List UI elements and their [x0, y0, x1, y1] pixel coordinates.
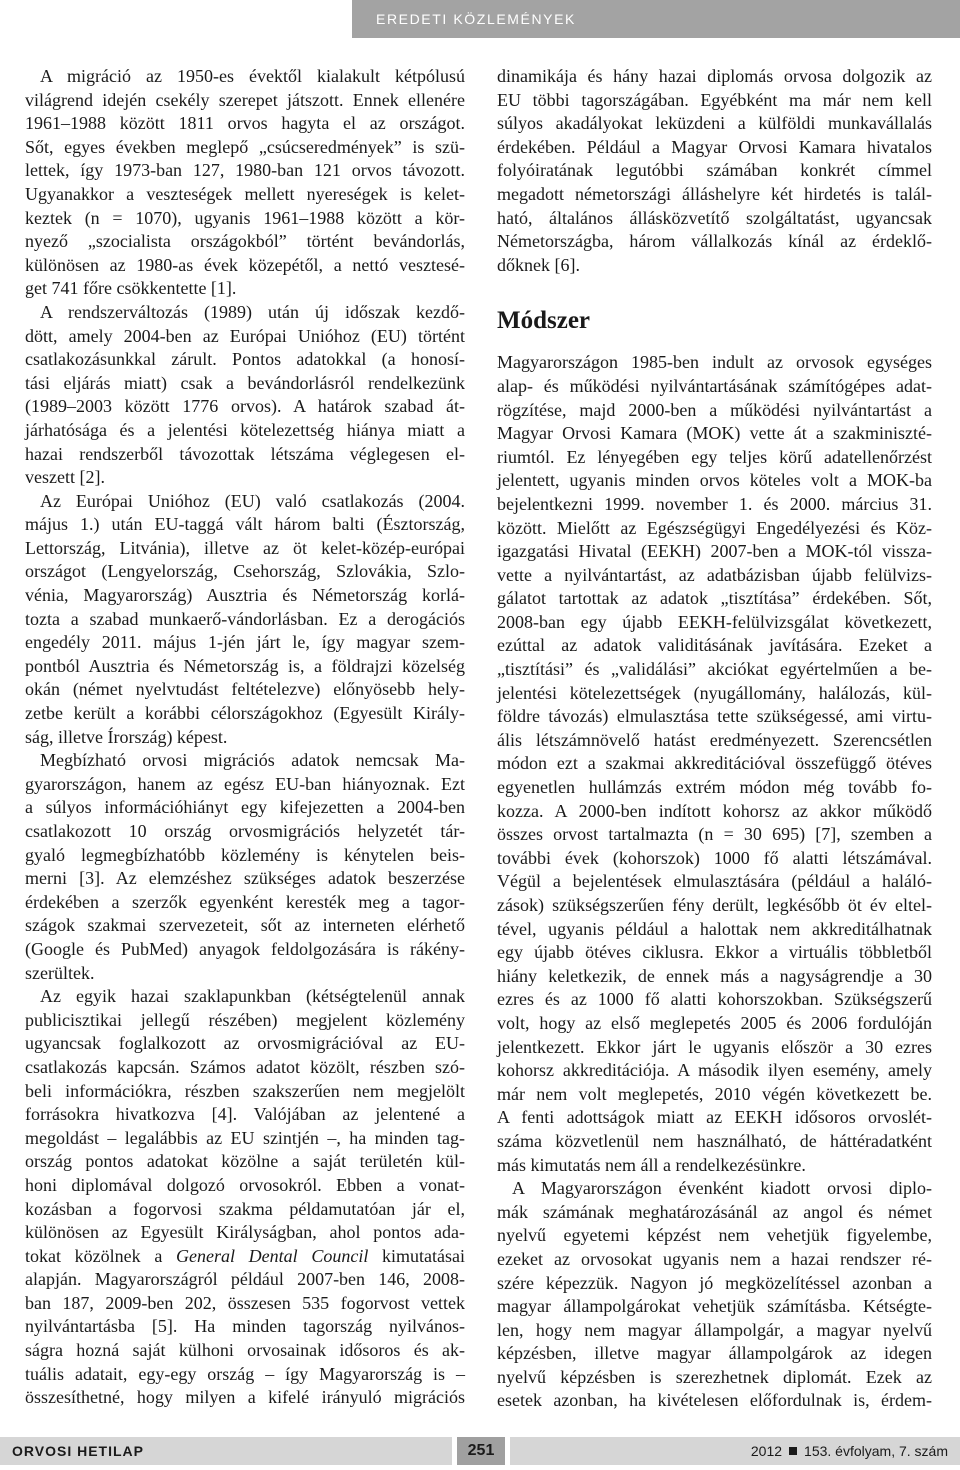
- header-bar: [352, 0, 960, 38]
- text-line: kozásban a fogorvosi szakma példamutatóan jár el,: [25, 1198, 465, 1219]
- text-line: A Magyarországon évenként kiadott orvosi diplo-: [512, 1178, 932, 1199]
- text-line: riumtól. Ez lényegében egy teljes körű adatellenőrzést: [497, 446, 932, 467]
- text-line: nyelvű képzésben is szerezhetnek diplomát. Ezek az: [497, 1366, 932, 1387]
- text-line: tási eljárás miatt) csak a bevándorlásról rendelkezünk: [25, 372, 465, 393]
- text-line: járhatósága és a jelentési kötelezettség hiánya miatt a: [25, 419, 465, 440]
- text-line: Németországba, három vállalkozás kínál az érdeklő-: [497, 231, 932, 252]
- text-line: gyaló legmegbízhatóbb közlemény is kénytelen beis-: [25, 844, 465, 865]
- text-line: országot (Lengyelország, Csehország, Szlovákia, Szlo-: [25, 561, 465, 582]
- text-line: egy újabb ötéves ciklusra. Ekkor a virtuális többletből: [497, 942, 932, 963]
- text-line: összes orvost tartalmazta (n = 30 695) [7], szemben a: [497, 824, 932, 845]
- text-line: igazgatási Hivatal (EEKH) 2007-ben a MOK-tól vissza-: [497, 541, 932, 562]
- text-line: nyező „szocialista országokból” történt bevándorlás,: [25, 231, 465, 252]
- text-line: szerültek.: [25, 962, 95, 983]
- text-line: ság, illetve Írország) képest.: [25, 726, 228, 747]
- text-line: folyóiratának legutóbbi számában konkrét címmel: [497, 160, 932, 181]
- text-line: összesíthetné, hogy milyen a kifelé irányuló migrációs: [25, 1387, 465, 1408]
- text-line: egyenetlen hullámzás extrém módon még tovább fo-: [497, 777, 932, 798]
- right-column: [497, 65, 932, 1413]
- square-bullet-icon: [789, 1447, 797, 1455]
- text-line: jelentési kötelezettségek (nyugállomány, halálozás, kül-: [497, 682, 932, 703]
- text-line: tozta a szabad munkaerő-vándorlásban. Ez a derogációs: [25, 608, 465, 629]
- text-segment: tokat közölnek a: [25, 1245, 176, 1266]
- text-line: hiány keletkezik, de ennek más a nagyságrendje a 30: [497, 965, 932, 986]
- text-segment: kimutatásai: [368, 1245, 465, 1266]
- text-line: beli információkra, részben szakszerűen nem megjelölt: [25, 1080, 465, 1101]
- text-line: képzésben, illetve magyar állampolgárok az idegen: [497, 1343, 932, 1364]
- page-number-box: [457, 1437, 505, 1465]
- footer-issue-bar: [510, 1437, 960, 1465]
- text-line: érdekében. Például a Magyar Orvosi Kamara hivatalos: [497, 136, 932, 157]
- text-line: ható, általános állásközvetítő szolgáltatást, ugyancsak: [497, 207, 932, 228]
- text-line: ságra hozná saját külhoni orvosainak idősoros és ak-: [25, 1340, 465, 1361]
- journal-name: ORVOSI HETILAP: [12, 1443, 144, 1459]
- text-line: pontból Ausztria és Németország is, a földrajzi közelség: [25, 655, 465, 676]
- text-line: Ugyanakkor a veszteségek mellett nyereségek is kelet-: [25, 183, 465, 204]
- text-line: ezúttal az adatok validitásának javítására. Ezeket a: [497, 635, 932, 656]
- text-line: forrásokra hivatkozva [4]. Valójában az jelentené a: [25, 1104, 465, 1125]
- text-line: alapján. Magyarországról például 2007-ben 146, 2008-: [25, 1269, 465, 1290]
- text-line: földre távozás) elmulasztása tette szükségessé, ami virtu-: [497, 706, 932, 727]
- text-line: között. Mielőtt az Egészségügyi Engedélyezési és Köz-: [497, 517, 932, 538]
- italic-text: General Dental Council: [176, 1245, 369, 1266]
- text-line: volt, hogy az első meglepetés 2005 és 2006 fordulóján: [497, 1012, 932, 1033]
- text-line: get 741 főre csökkentette [1].: [25, 278, 237, 299]
- text-line: dött, amely 2004-ben az Európai Unióhoz (EU) történt: [25, 325, 465, 346]
- text-line: ország pontos adatokat közölne a saját területén kül-: [25, 1151, 465, 1172]
- text-line: ezeket az orvosokat ugyanis nem a hazai rendszer ré-: [497, 1248, 932, 1269]
- text-line: okán (német nyelvtudást feltételezve) előnyösebb hely-: [25, 679, 465, 700]
- text-line: [25, 1245, 465, 1269]
- text-line: ális létszámnövelő hatást eredményezett. Szerencsétlen: [497, 729, 932, 750]
- text-line: nyelvű egyetemi képzést nem vehetjük figyelembe,: [497, 1225, 932, 1246]
- text-line: A rendszerváltozás (1989) után új időszak kezdő-: [40, 301, 465, 322]
- text-line: EU többi tagországában. Egyébként ma már nem kell: [497, 89, 932, 110]
- text-line: keztek (n = 1070), ugyanis 1961–1988 között a kör-: [25, 207, 465, 228]
- text-line: Magyarországon 1985-ben indult az orvosok egységes: [497, 352, 932, 373]
- text-line: vénia, Magyarország) Ausztria és Németország korlá-: [25, 585, 465, 606]
- text-line: súlyos akadályokat leküzdeni a külföldi munkavállalás: [497, 113, 932, 134]
- text-line: dinamikája és hány hazai diplomás orvosa dolgozik az: [497, 66, 932, 86]
- text-line: jelentkezett. Ekkor járt le ugyanis először a 30 ezres: [497, 1036, 932, 1057]
- text-line: különösen az 1980-as évek közepétől, a nettó vesztesé-: [25, 254, 465, 275]
- text-line: megadott németországi álláshelyre két hirdetés is talál-: [497, 183, 932, 204]
- text-line: további évek (kohorszok) 1000 fő alatti létszámával.: [497, 847, 932, 868]
- text-line: nyilvántartásba [5]. Ha minden tagország nyilvános-: [25, 1316, 465, 1337]
- text-line: gyarországon, hanem az egész EU-ban hiányoznak. Ezt: [25, 773, 465, 794]
- text-line: a súlyos információhiányt egy kifejezetten a 2004-ben: [25, 797, 465, 818]
- text-line: módon ezt a szakmai akkreditációval összefüggő ötéves: [497, 753, 932, 774]
- text-line: esetek azonban, ha kivételesen előfordulnak is, érdem-: [497, 1390, 932, 1411]
- section-heading: Módszer: [497, 307, 591, 335]
- text-line: rögzítése, majd 2000-ben a működési nyilvántartást a: [497, 399, 932, 420]
- text-line: 2008-ban egy újabb EEKH-felülvizsgálat következett,: [497, 611, 932, 632]
- text-line: Végül a bejelentések elmulasztására (például a haláló-: [497, 871, 932, 892]
- paragraph-continued: [497, 65, 932, 277]
- text-line: érdekében a szerzők egyenként keresték meg a tagor-: [25, 891, 465, 912]
- text-line: megoldást – legalábbis az EU szintjén –, ha minden tag-: [25, 1127, 465, 1148]
- text-line: száma közvetlenül nem használható, de háttéradatként: [497, 1130, 932, 1151]
- text-line: engedély 2011. május 1-jén járt le, így magyar szem-: [25, 632, 465, 653]
- text-line: tével, ugyanis például a halottak nem akkreditálhatnak: [497, 918, 932, 939]
- text-line: mák számának meghatározásánál az angol és német: [497, 1201, 932, 1222]
- text-line: veszett [2].: [25, 467, 105, 488]
- paragraph: [25, 490, 465, 750]
- text-line: csatlakozásunkkal zárult. Pontos adatokkal (a honosí-: [25, 349, 465, 370]
- text-line: publicisztikai jellegű részében) megjelent közlemény: [25, 1009, 465, 1030]
- text-line: zások) szükségszerűen fény derült, legkésőbb öt év eltel-: [497, 895, 932, 915]
- text-line: szére képezzük. Nagyon jó megközelítéssel azonban a: [497, 1272, 932, 1293]
- text-line: Magyar Orvosi Kamara (MOK) vette át a szakminiszté-: [497, 423, 932, 444]
- text-line: Lettország, Litvánia), illetve az öt kelet-közép-európai: [25, 537, 465, 558]
- paragraph: [25, 985, 465, 1410]
- text-line: május 1.) után EU-taggá vált három balti (Észtország,: [25, 514, 465, 535]
- text-line: tuális adatait, egy-egy ország – így Magyarország is –: [25, 1363, 465, 1384]
- text-line: dőknek [6].: [497, 254, 580, 275]
- text-line: Megbízható orvosi migrációs adatok nemcsak Ma-: [40, 750, 465, 771]
- text-line: ugyancsak foglalkozott az orvosmigrációval az EU-: [25, 1033, 465, 1054]
- page-number: 251: [467, 1442, 495, 1459]
- text-line: ban 187, 2009-ben 202, összesen 535 fogorvost vettek: [25, 1292, 465, 1313]
- text-line: (1989–2003 között 1776 orvos). A határok szabad át-: [25, 396, 465, 417]
- text-line: Sőt, egyes években meglepő „csúcseredmények” is szü-: [25, 136, 465, 157]
- volume-issue: 153. évfolyam, 7. szám: [804, 1443, 948, 1459]
- text-line: gálatot tartottak az adatok „tisztítása” érdekében. Sőt,: [497, 588, 932, 609]
- text-line: 1961–1988 között 1811 orvos hagyta el az országot.: [25, 113, 465, 134]
- paragraph: [25, 749, 465, 985]
- left-column: [25, 65, 465, 1410]
- footer-journal-bar: [0, 1437, 452, 1465]
- text-line: A migráció az 1950-es évektől kialakult kétpólusú: [40, 66, 465, 86]
- text-line: A fenti adottságok miatt az EEKH idősoros orvoslét-: [497, 1107, 932, 1128]
- text-line: Az egyik hazai szaklapunkban (kétségtelenül annak: [40, 986, 465, 1007]
- text-line: honi diplomával dolgozó orvosokról. Ebben a vonat-: [25, 1174, 465, 1195]
- page-footer: [0, 1437, 960, 1465]
- text-line: zetbe került a korábbi célországokhoz (Egyesült Király-: [25, 703, 465, 724]
- text-line: alap- és működési nyilvántartásának számítógépes adat-: [497, 375, 932, 396]
- text-line: lettek, így 1973-ban 127, 1980-ban 121 orvos távozott.: [25, 160, 465, 181]
- section-title: EREDETI KÖZLEMÉNYEK: [376, 11, 576, 27]
- text-line: más kimutatás nem áll a rendelkezésünkre.: [497, 1154, 806, 1175]
- paragraph: [25, 65, 465, 301]
- paragraph: [25, 301, 465, 490]
- text-line: különösen az Egyesült Királyságban, ahol pontos ada-: [25, 1222, 465, 1243]
- text-line: bejelentkezni 1999. november 1. és 2000. március 31.: [497, 493, 932, 514]
- text-line: csatlakozott 10 ország orvosmigrációs helyzetét tár-: [25, 821, 465, 841]
- text-line: len, hogy nem magyar állampolgár, a magyar nyelvű: [497, 1319, 932, 1340]
- text-line: már nem volt meglepetés, 2010 végén következett be.: [497, 1083, 932, 1104]
- text-line: „tisztítási” és „validálási” akciókat egyértelműen a be-: [497, 659, 932, 680]
- text-line: csatlakozás kapcsán. Számos adatot közölt, részben szó-: [25, 1056, 465, 1077]
- paragraph: [497, 351, 932, 1177]
- issue-info: [751, 1437, 948, 1465]
- text-line: világrend idején csekély szerepet játszott. Ennek ellenére: [25, 89, 465, 110]
- text-line: magyar állampolgárokat vehetjük számításba. Kétségte-: [497, 1296, 932, 1317]
- text-line: merni [3]. Az elemzéshez szükséges adatok beszerzése: [25, 868, 465, 889]
- text-line: (Google és PubMed) anyagok feldolgozására is rákény-: [25, 938, 465, 959]
- text-line: ezres és az 1000 fő alatti kohorszokban. Szükségszerű: [497, 989, 932, 1010]
- paragraph: [497, 1177, 932, 1413]
- text-line: kohorsz akkreditációja. A második ilyen esemény, amely: [497, 1060, 932, 1081]
- text-line: szágok szakmai szervezeteit, sőt az interneten elérhető: [25, 915, 465, 936]
- text-line: vette a nyilvántartást, az adatbázisban újabb felülvizs-: [497, 564, 932, 585]
- text-line: kozza. A 2000-ben indított kohorsz az akkor működő: [497, 800, 932, 821]
- text-line: Az Európai Unióhoz (EU) való csatlakozás (2004.: [40, 490, 465, 511]
- year: 2012: [750, 1443, 783, 1459]
- text-line: hazai rendszerből távozottak létszáma véglegesen el-: [25, 443, 465, 464]
- text-line: jelentett, ugyanis minden orvos köteles volt a MOK-ba: [497, 470, 932, 491]
